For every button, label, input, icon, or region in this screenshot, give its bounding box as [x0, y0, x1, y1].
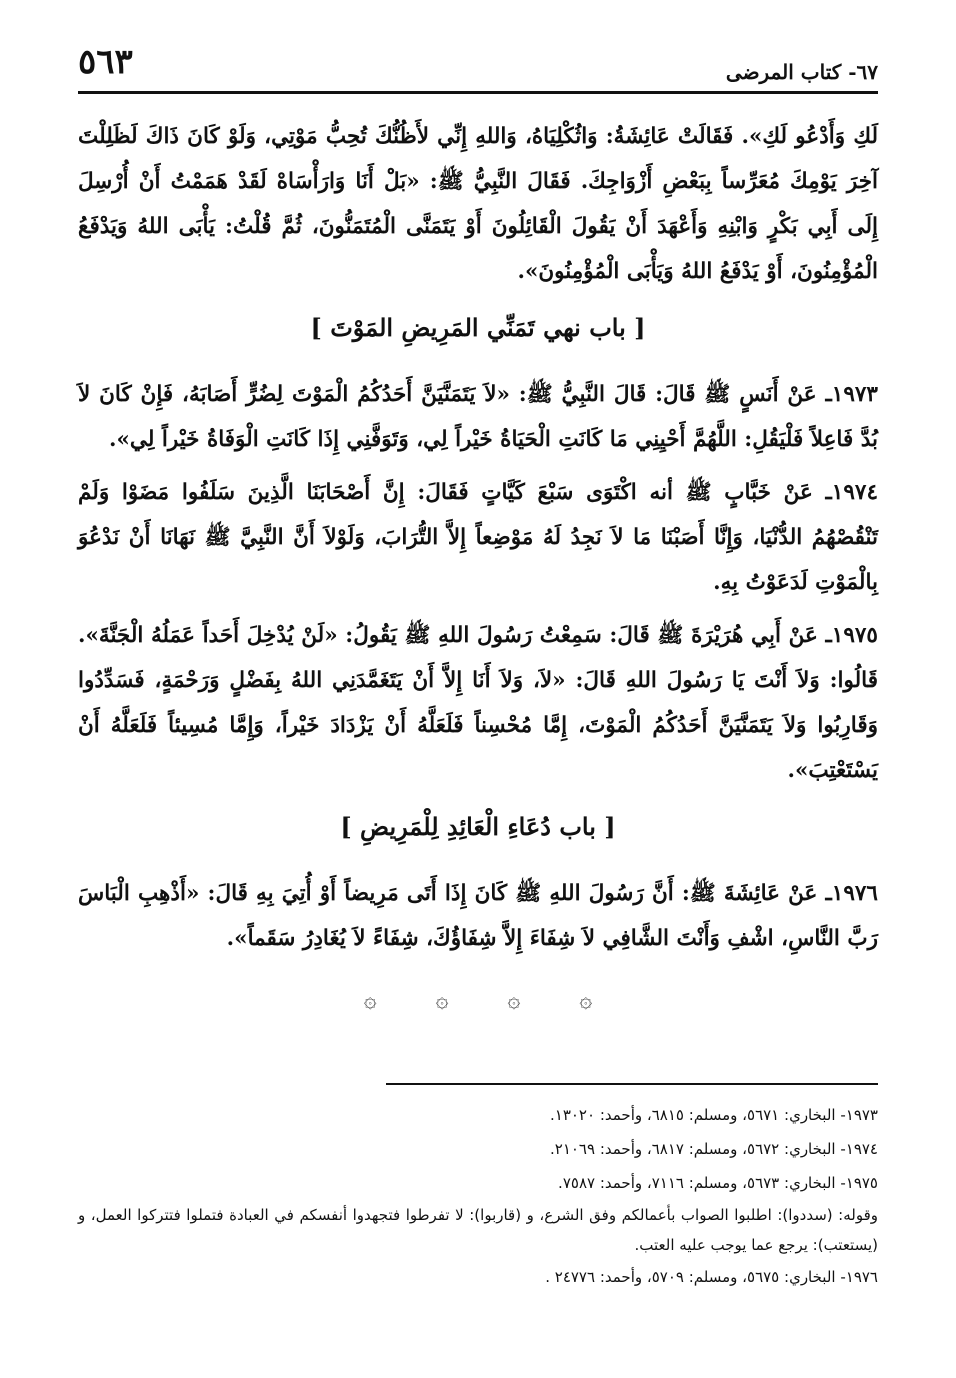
page-header [78, 38, 878, 94]
section-divider-ornaments [0, 988, 956, 1013]
page-number: ٥٦٣ [78, 42, 133, 82]
hadith-text: عَنْ أَنَسٍ ﷺ قَالَ: قَالَ النَّبِيُّ ﷺ: «لاَ يَتَمَنَّيَنَّ أَحَدُكُمُ الْمَوْتَ لِضُرٍّ أَصَابَهُ، فَإِنْ كَانَ لاَ بُدَّ فَاعِلاً فَلْيَقُلِ: اللَّهُمَّ أَحْيِنِي مَا كَانَتِ الْحَيَاةُ خَيْراً لِي، وَتَوَفَّنِي إِذَا كَانَتِ الْوَفَاةُ خَيْراً لِي». [78, 382, 878, 452]
footnote-glossary-note: وقوله: (سددوا): اطلبوا الصواب بأعمالكم وفق الشرع، و (قاربوا): لا تفرطوا فتجهدوا أنفسكم في العبادة فتملوا فتتركوا العمل، و (يستعتب): يرجع عما يوجب عليه العتب. [78, 1206, 878, 1254]
hadith-1976 [78, 871, 878, 961]
chapter-heading-visitor-supplication: [ باب دُعَاءِ الْعَائِدِ لِلْمَرِيضِ ] [340, 812, 616, 841]
footnotes [78, 1098, 878, 1294]
page-body [78, 114, 878, 969]
hadith-text: عَنْ أَبِي هُرَيْرَةَ ﷺ قَالَ: سَمِعْتُ رَسُولَ اللهِ ﷺ يَقُولُ: «لَنْ يُدْخِلَ أَحَداً عَمَلُهُ الْجَنَّةَ». قَالُوا: وَلاَ أَنْتَ يَا رَسُولَ اللهِ قَالَ: «لاَ، وَلاَ أَنَا إِلاَّ أَنْ يَتَغَمَّدَنِي اللهُ بِفَضْلٍ وَرَحْمَةٍ، فَسَدِّدُوا وَقَارِبُوا وَلاَ يَتَمَنَّيَنَّ أَحَدُكُمُ الْمَوْتَ، إِمَّا مُحْسِناً فَلَعَلَّهُ أَنْ يَزْدَادَ خَيْراً، وَإِمَّا مُسِيئاً فَلَعَلَّهُ أَنْ يَسْتَعْتِبَ». [78, 623, 878, 783]
hadith-1974 [78, 470, 878, 605]
chapter-title: ٦٧- كتاب المرضى [725, 60, 878, 84]
footnote-1976: ١٩٧٦- البخاري: ٥٦٧٥، ومسلم: ٥٧٠٩، وأحمد: ٢٤٧٧٦ . [545, 1268, 878, 1286]
continued-hadith-text: لَكِ وَأَدْعُو لَكِ». فَقَالَتْ عَائِشَةُ: وَاثُكْلِيَاهُ، وَاللهِ إِنِّي لأَظُنُّكَ تُحِبُّ مَوْتِي، وَلَوْ كَانَ ذَاكَ لَظَلِلْتَ آخِرَ يَوْمِكَ مُعَرِّساً بِبَعْضِ أَزْوَاجِكَ. فَقَالَ النَّبِيُّ ﷺ: «بَلْ أَنَا وَارَأْسَاهْ لَقَدْ هَمَمْتُ أَنْ أُرْسِلَ إِلَى أَبِي بَكْرٍ وَابْنِهِ وَأَعْهَدَ أَنْ يَقُولَ الْقَائِلُونَ أَوْ يَتَمَنَّى الْمُتَمَنُّونَ، ثُمَّ قُلْتُ: يَأْبَى اللهُ وَيَدْفَعُ الْمُؤْمِنُونَ، أَوْ يَدْفَعُ اللهُ وَيَأْبَى الْمُؤْمِنُونَ». [78, 124, 878, 284]
header-rule [78, 91, 878, 94]
hadith-number: ١٩٧٤ـ [825, 480, 878, 505]
hadith-text: عَنْ عَائِشَةَ ﷺ: أَنَّ رَسُولَ اللهِ ﷺ كَانَ إِذَا أَتَى مَرِيضاً أَوْ أُتِيَ بِهِ قَالَ: «أَذْهِبِ الْبَاسَ رَبَّ النَّاسِ، اشْفِ وَأَنْتَ الشَّافِي لاَ شِفَاءَ إِلاَّ شِفَاؤُكَ، شِفَاءً لاَ يُغَادِرُ سَقَماً». [78, 881, 878, 951]
footnote-1973: ١٩٧٣- البخاري: ٥٦٧١، ومسلم: ٦٨١٥، وأحمد: ١٣٠٢٠. [549, 1106, 878, 1124]
hadith-1973 [78, 372, 878, 462]
hadith-number: ١٩٧٦ـ [825, 881, 878, 906]
chapter-heading-wishing-death: [ باب نهي تَمَنِّي المَرِيضِ المَوْتَ ] [310, 313, 646, 342]
footnote-separator [386, 1083, 878, 1085]
ornament-icon: ۞ [507, 988, 521, 1013]
hadith-1975 [78, 613, 878, 793]
ornament-icon: ۞ [435, 988, 449, 1013]
ornament-icon: ۞ [363, 988, 377, 1013]
ornament-icon: ۞ [579, 988, 593, 1013]
footnote-1974: ١٩٧٤- البخاري: ٥٦٧٢، ومسلم: ٦٨١٧، وأحمد: ٢١٠٦٩. [549, 1140, 878, 1158]
hadith-number: ١٩٧٣ـ [825, 382, 878, 407]
footnote-1975: ١٩٧٥- البخاري: ٥٦٧٣، ومسلم: ٧١١٦، وأحمد: ٧٥٨٧. [558, 1174, 878, 1192]
hadith-text: عَنْ خَبَّابٍ ﷺ أنه اكْتَوَى سَبْعَ كَيَّاتٍ فَقَالَ: إِنَّ أَصْحَابَنَا الَّذِينَ سَلَفُوا مَضَوْا وَلَمْ تَنْقُصْهُمُ الدُّنْيَا، وَإِنَّا أَصَبْنَا مَا لاَ نَجِدُ لَهُ مَوْضِعاً إِلاَّ التُّرَابَ، وَلَوْلاَ أَنَّ النَّبِيَّ ﷺ نَهَانَا أَنْ نَدْعُوَ بِالْمَوْتِ لَدَعَوْتُ بِهِ. [78, 480, 878, 595]
hadith-number: ١٩٧٥ـ [825, 623, 878, 648]
